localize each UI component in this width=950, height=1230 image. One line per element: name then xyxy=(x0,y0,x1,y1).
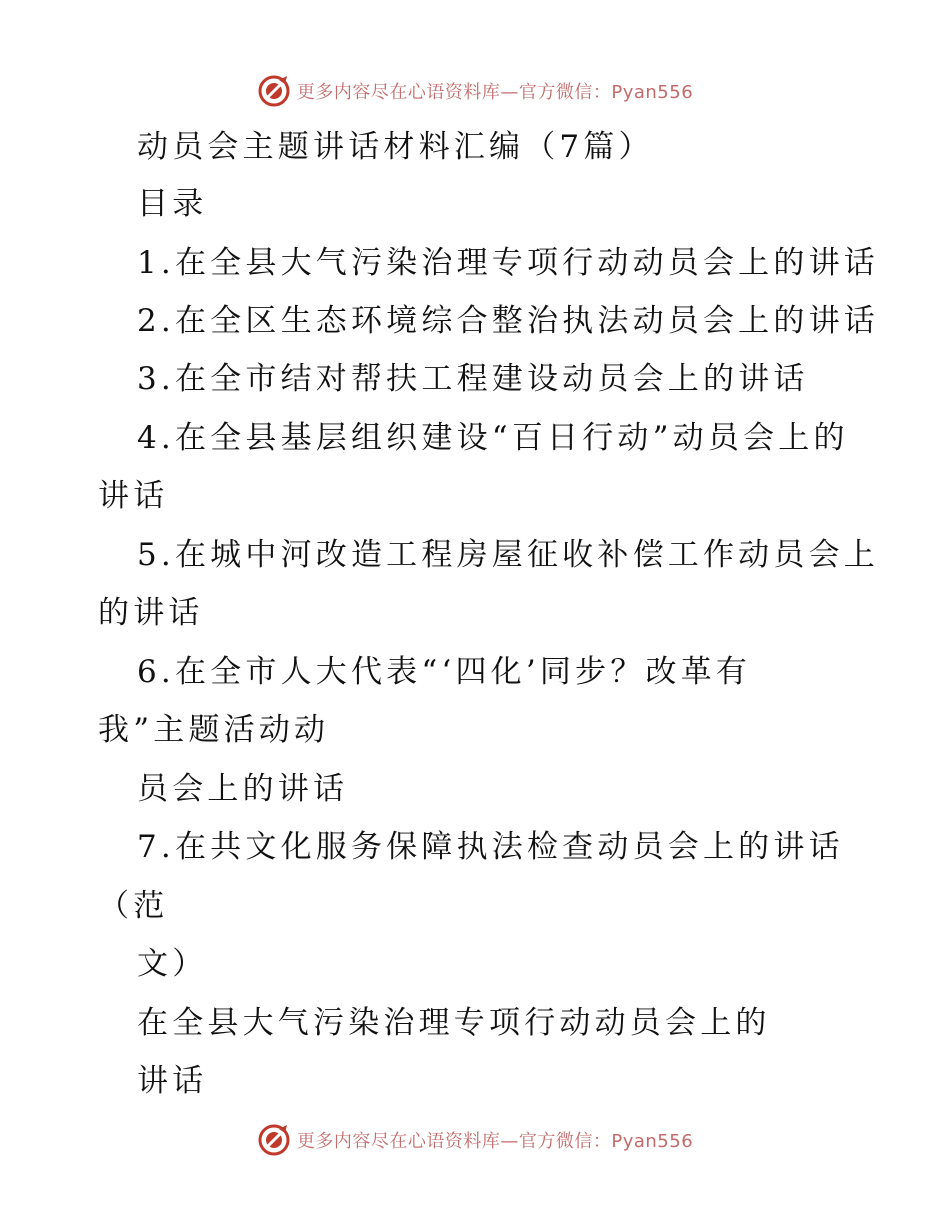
header-watermark-text: 更多内容尽在心语资料库—官方微信：Pyan556 xyxy=(296,82,694,103)
toc-item-continuation: 的讲话 xyxy=(98,595,204,631)
toc-item: 2.在全区生态环境综合整治执法动员会上的讲话 xyxy=(137,303,879,339)
toc-item-continuation: 讲话 xyxy=(98,478,169,514)
brand-logo-icon xyxy=(257,1123,291,1157)
section-heading: 在全县大气污染治理专项行动动员会上的 xyxy=(137,1005,771,1041)
toc-item-continuation: 我”主题活动动 xyxy=(98,712,330,748)
toc-item: 5.在城中河改造工程房屋征收补偿工作动员会上 xyxy=(137,537,879,573)
toc-item: 1.在全县大气污染治理专项行动动员会上的讲话 xyxy=(137,245,879,281)
toc-item: 4.在全县基层组织建设“百日行动”动员会上的 xyxy=(137,420,849,456)
footer-watermark-text: 更多内容尽在心语资料库—官方微信：Pyan556 xyxy=(296,1131,694,1152)
toc-item: 7.在共文化服务保障执法检查动员会上的讲话 xyxy=(137,829,844,865)
footer-watermark-banner xyxy=(0,1120,950,1160)
toc-item-continuation: 员会上的讲话 xyxy=(137,771,349,807)
toc-item-continuation: （范 xyxy=(98,888,169,924)
toc-item: 6.在全市人大代表“‘四化’同步？改革有 xyxy=(137,654,752,690)
toc-item: 3.在全市结对帮扶工程建设动员会上的讲话 xyxy=(137,361,809,397)
toc-item-continuation: 文） xyxy=(137,946,208,982)
document-title: 动员会主题讲话材料汇编（7篇） xyxy=(137,129,654,165)
section-heading-continuation: 讲话 xyxy=(137,1063,208,1099)
toc-heading: 目录 xyxy=(137,186,208,222)
